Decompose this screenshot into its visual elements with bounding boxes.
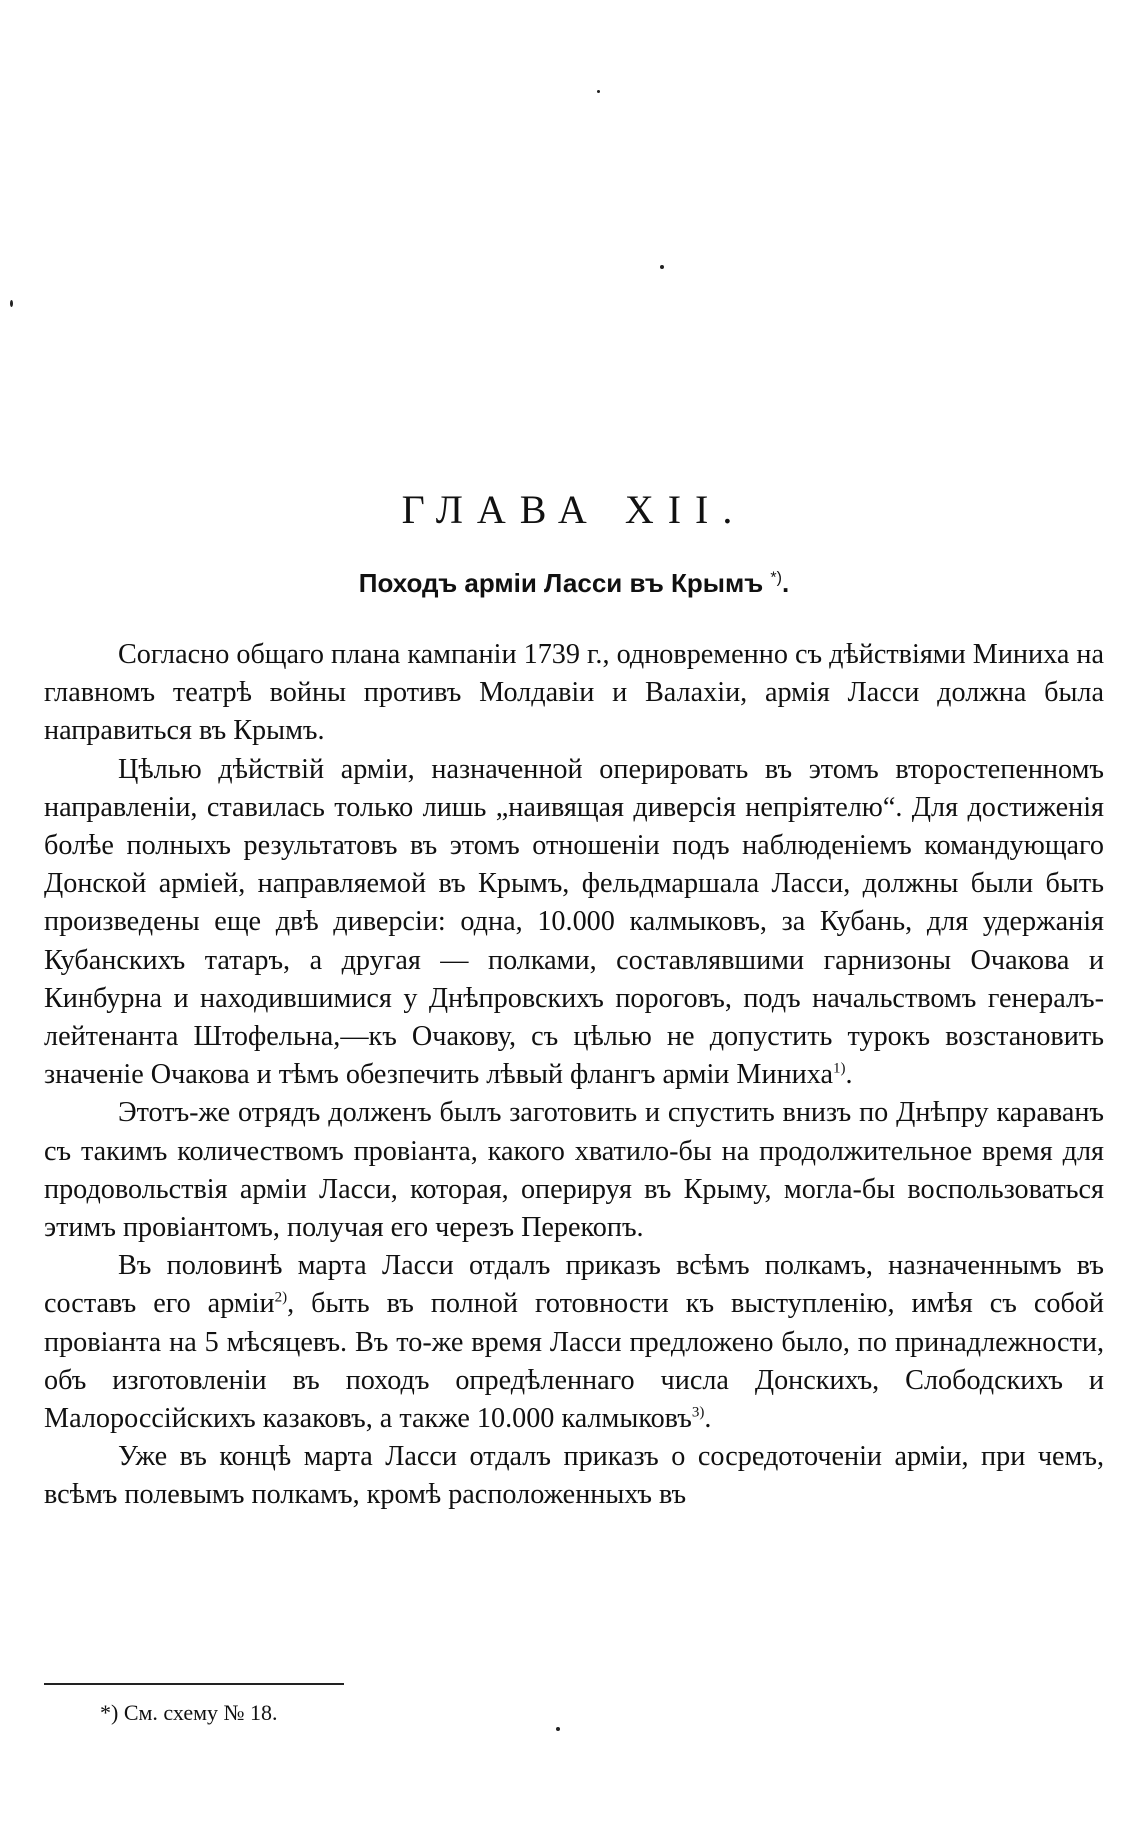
paragraph-text: , быть въ полной готовности къ выступленію, имѣя съ собой провіанта на 5 мѣсяцевъ. Въ то-же время Ласси предложено было, по принадлежности, объ изготовленіи въ походъ опредѣленнаго числа Донскихъ, Слободскихъ и Малороссійскихъ казаковъ, а также 10.000 калмыковъ [44,1288,1104,1435]
scan-speck [10,300,13,307]
footnote-ref: 3) [691,1404,705,1421]
chapter-title-end: . [781,568,790,598]
paragraph [44,1438,1104,1514]
footnote-divider [44,1683,344,1685]
paragraph [44,1247,1104,1438]
paragraph-text: Этотъ-же отрядъ долженъ былъ заготовить и спустить внизъ по Днѣпру караванъ съ такимъ количествомъ провіанта, какого хватило-бы на продолжительное время для продовольствія арміи Ласси, которая, оперируя въ Крыму, могла-бы воспользоваться этимъ провіантомъ, получая его черезъ Перекопъ. [44,1097,1104,1244]
footnote-marker: *) [770,569,782,587]
footnote: *) См. схему № 18. [100,1700,278,1725]
paragraph [44,1094,1104,1247]
chapter-title [44,568,1104,599]
paragraph-text: Цѣлью дѣйствій арміи, назначенной оперировать въ этомъ второстепенномъ направленіи, ставилась только лишь „наивящая диверсія непріятелю“. Для достиженія болѣе полныхъ результатовъ въ этомъ отношеніи подъ наблюденіемъ командующаго Донской арміей, направляемой въ Крымъ, фельдмаршала Ласси, должны были быть произведены еще двѣ диверсіи: одна, 10.000 калмыковъ, за Кубань, для удержанія Кубанскихъ татаръ, а другая — полками, составлявшими гарнизоны Очакова и Кинбурна и находившимися у Днѣпровскихъ пороговъ, подъ начальствомъ генералъ-лейтенанта Штофельна,—къ Очакову, съ цѣлью не допустить турокъ возстановить значеніе Очакова и тѣмъ обезпечить лѣвый флангъ арміи Миниха [44,753,1104,1091]
book-page [44,0,1104,1830]
footnote-ref: 2) [274,1290,288,1307]
paragraph [44,751,1104,1095]
paragraph-text: . [704,1403,712,1435]
footnote-ref: 1) [833,1060,846,1077]
chapter-title-text: Походъ арміи Ласси въ Крымъ [358,568,764,598]
paragraph [44,636,1104,751]
paragraph-text: . [845,1059,853,1091]
paragraph-text: Въ половинѣ марта Ласси отдалъ приказъ всѣмъ полкамъ, назначеннымъ въ составъ его арміи [44,1250,1104,1320]
body-text [44,636,1104,1515]
chapter-heading: ГЛАВА XII. [401,487,747,532]
paragraph-text: Уже въ концѣ марта Ласси отдалъ приказъ о сосредоточеніи арміи, при чемъ, всѣмъ полевымъ полкамъ, кромѣ расположенныхъ въ [44,1441,1104,1511]
paragraph-text: Согласно общаго плана кампаніи 1739 г., одновременно съ дѣйствіями Миниха на главномъ театрѣ войны противъ Молдавіи и Валахіи, армія Ласси должна была направиться въ Крымъ. [44,639,1104,747]
